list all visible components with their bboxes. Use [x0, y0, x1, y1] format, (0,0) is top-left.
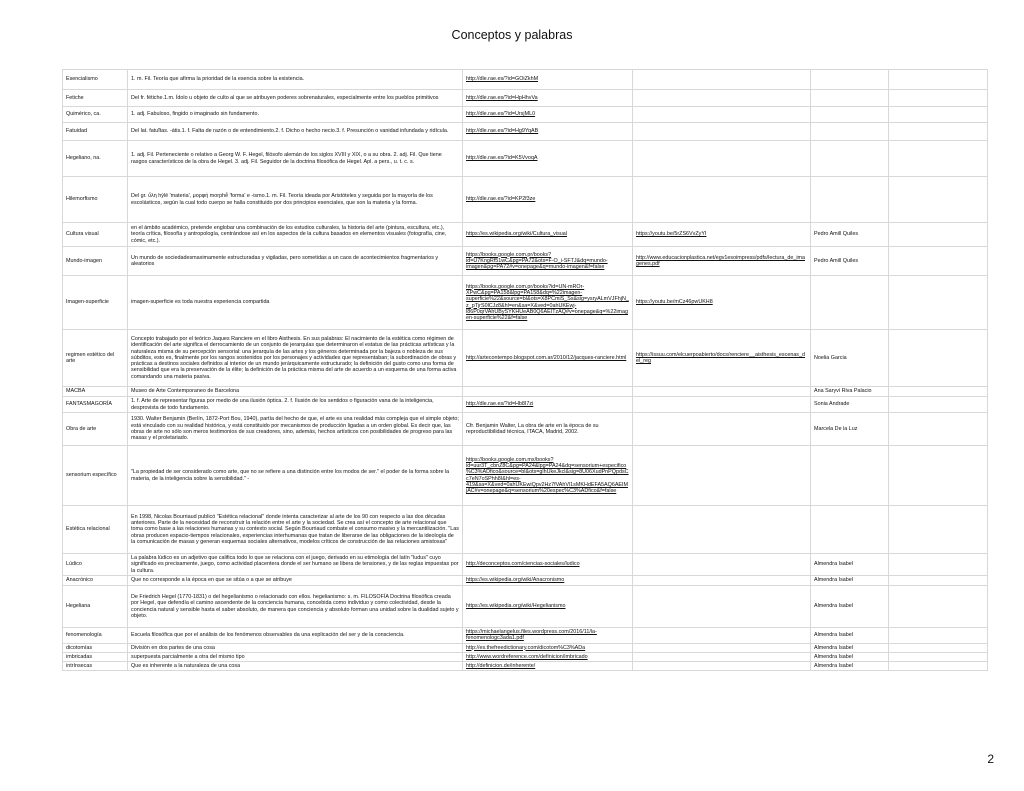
author-cell: Marcela De la Luz — [811, 413, 889, 446]
source-link-cell[interactable]: http://dle.rae.es/?id=Hb8I7zi — [463, 397, 633, 413]
table-row — [63, 90, 988, 107]
definition-cell: 1. adj. Fil. Perteneciente o relativo a Georg W. F. Hegel, filósofo alemán de los siglos XVIII y XIX, o a su obra. 2. adj. Fil. Que tiene rasgos característicos de la obra de Hegel. 3. adj. Fil. Seguidor de la doctrina filosófica de Hegel. Apl. a pers., u. t. c. s. — [128, 141, 463, 177]
definition-cell: Que es inherente a la naturaleza de una cosa — [128, 662, 463, 671]
table-row — [63, 177, 988, 223]
author-cell: Almendra Isabel — [811, 662, 889, 671]
empty-cell — [889, 223, 988, 247]
author-cell — [811, 141, 889, 177]
definition-cell: Un mundo de sociedadesmaximamente estructuradas y vigiladas, pero sometidas a un caos de acontecimientos fragmentarios y aleatorios — [128, 247, 463, 276]
source-link-cell[interactable]: http://dle.rae.es/?id=KP2f3ze — [463, 177, 633, 223]
definition-cell: 1. adj. Fabuloso, fingido o imaginado sin fundamento. — [128, 107, 463, 123]
secondary-link-cell — [633, 652, 811, 661]
secondary-link-cell — [633, 107, 811, 123]
source-link-cell[interactable]: https://es.wikipedia.org/wiki/Cultura_visual — [463, 223, 633, 247]
author-cell — [811, 177, 889, 223]
empty-cell — [889, 643, 988, 652]
source-link-cell[interactable]: http://www.wordreference.com/definicion/imbricado — [463, 652, 633, 661]
source-link-cell[interactable]: http://artecontempo.blogspot.com.ar/2010/12/jacques-ranciere.html — [463, 330, 633, 387]
source-link-cell[interactable]: http://deconceptos.com/ciencias-sociales/ludico — [463, 554, 633, 576]
definition-cell: Concepto trabajado por el teórico Jaques Ranciere en el libro Aisthesis. En sus palabras: El nacimiento de la estética como régimen de identificación del arte significa el derrocamiento de un conjunto de jerarquías que determinaron el estatus de las prácticas artísticas y la naturaleza misma de su percepción sensorial: una jerarquía de las artes y los géneros determinada por la bajeza o nobleza de sus súbditos, esto es, finalmente por los rangos sostenidos por los personajes y actividades que representaban; la subordinación de obras y prácticas a destinos sociales definidos al interior de un mundo jerárquicamente estructurado; la definición del gusto como una forma de sensibilidad que era la preservación de la élite; la definición de la práctica misma del arte de acuerdo a un esquema de una forma activa comandando una materia pasiva. — [128, 330, 463, 387]
secondary-link-cell — [633, 90, 811, 107]
definition-cell: De Friedrich Hegel (1770-1831) o del hegelianismo o relacionado con ellos. hegelianismo: s. m. FILOSOFÍA Doctrina filosófica creada por Hegel, que defendía el camino ascendente de la conciencia humana, concebida como individuo y como colectividad, desde la conciencia natural y sensible hasta el saber absoluto, de manera que conciencia y absoluto forman una unidad sobre la dualidad sujeto y objeto. — [128, 586, 463, 628]
source-link-cell[interactable]: http://es.thefreedictionary.com/dicotom%C3%ADa — [463, 643, 633, 652]
definition-cell: 1. m. Fil. Teoría que afirma la prioridad de la esencia sobre la existencia. — [128, 70, 463, 90]
term-cell: Esencialismo — [63, 70, 128, 90]
source-link-cell[interactable]: https://es.wikipedia.org/wiki/Anacronismo — [463, 576, 633, 586]
secondary-link-cell — [633, 576, 811, 586]
empty-cell — [889, 107, 988, 123]
secondary-link-cell — [633, 123, 811, 141]
table-row — [63, 643, 988, 652]
source-link-cell[interactable]: http://definicion.de/inherente/ — [463, 662, 633, 671]
definition-cell: En 1998, Nicolas Bourriaud publicó "Estética relacional" donde intenta caracterizar al arte de los 90 con respecto a las dos décadas anteriores. Parte de la necesidad de reconstruir la relación entre el arte y la sociedad. Se crea así el concepto de arte relacional que toma como base a las relaciones humanas y su contexto social. Según Bourriaud combate el consumo masivo y la mercantilización. "Las obras producen espacio-tiempos relacionales, experiencias interhumanas que tratan de liberarse de las obligaciones de la ideología de la comunicación de masas y generan esquemas sociales alternativos, modelos críticos de construcción de las relaciones amistosas" — [128, 506, 463, 554]
term-cell: intrínsecas — [63, 662, 128, 671]
empty-cell — [889, 70, 988, 90]
definition-cell: Escuela filosófica que por el análisis de los fenómenos observables da una explicación del ser y de la consciencia. — [128, 628, 463, 644]
empty-cell — [889, 177, 988, 223]
empty-cell — [889, 387, 988, 397]
term-cell: dicotomías — [63, 643, 128, 652]
secondary-link-cell — [633, 446, 811, 506]
table-row — [63, 652, 988, 661]
page-title: Conceptos y palabras — [451, 28, 573, 42]
source-link-cell — [463, 387, 633, 397]
term-cell: Hilemorfismo — [63, 177, 128, 223]
empty-cell — [889, 576, 988, 586]
term-cell: Lúdico — [63, 554, 128, 576]
table-row — [63, 576, 988, 586]
term-cell: Fatuidad — [63, 123, 128, 141]
author-cell — [811, 107, 889, 123]
term-cell: Hegeliana — [63, 586, 128, 628]
author-cell — [811, 123, 889, 141]
term-cell: Hegeliano, na. — [63, 141, 128, 177]
author-cell: Almendra Isabel — [811, 652, 889, 661]
secondary-link-cell[interactable]: https://youtu.be/5rZS6VvZyYI — [633, 223, 811, 247]
author-cell — [811, 506, 889, 554]
definition-cell: 1930. Walter Benjamin (Berlín, 1872-Port Bou, 1940), partía del hecho de que, el arte es una realidad más compleja que el simple objeto; está vinculado con su realidad histórica, y está constituido por mecanismos de producción ligadas a un orden global. Es decir que, las obras de arte no sólo son meros testimonios de sus creadores, sino, además, hechos artísticos con posibilidades de progreso para las masas y el proletariado. — [128, 413, 463, 446]
empty-cell — [889, 141, 988, 177]
term-cell: Mundo-imagen — [63, 247, 128, 276]
empty-cell — [889, 662, 988, 671]
secondary-link-cell — [633, 141, 811, 177]
table-row — [63, 141, 988, 177]
secondary-link-cell — [633, 387, 811, 397]
term-cell: fenomenología — [63, 628, 128, 644]
term-cell: Estética relacional — [63, 506, 128, 554]
definition-cell: División en dos partes de una cosa — [128, 643, 463, 652]
author-cell: Almendra Isabel — [811, 628, 889, 644]
term-cell: Imagen-superficie — [63, 276, 128, 330]
empty-cell — [889, 586, 988, 628]
empty-cell — [889, 413, 988, 446]
empty-cell — [889, 446, 988, 506]
secondary-link-cell[interactable]: https://issuu.com/elcuerpoabierto/docs/renciere__aisthesis_escenas_del_reg — [633, 330, 811, 387]
secondary-link-cell — [633, 586, 811, 628]
source-link-cell[interactable]: https://michaelangelus.files.wordpress.com/2016/11/la-fenomenologc3ada1.pdf — [463, 628, 633, 644]
secondary-link-cell — [633, 628, 811, 644]
definition-cell: en el ámbito académico, pretende englobar una combinación de los estudios culturales, la historia del arte (pintura, escultura, etc.), teoría crítica, filosofía y antropología, centrándose así en los aspectos de la cultura basados en elementos visuales (fotografía, cine, cómic, etc.). — [128, 223, 463, 247]
term-cell: Cultura visual — [63, 223, 128, 247]
secondary-link-cell — [633, 177, 811, 223]
table-row — [63, 397, 988, 413]
source-link-cell[interactable]: http://dle.rae.es/?id=HpHhvVa — [463, 90, 633, 107]
author-cell: Ana Saryvi Riva Palacio — [811, 387, 889, 397]
table-row — [63, 446, 988, 506]
author-cell — [811, 446, 889, 506]
definition-cell: Del gr. ὕλη hýlē 'materia', μορφή morphḗ 'forma' e -ismo.1. m. Fil. Teoría ideada por Aristóteles y seguida por la mayoría de los escolásticos, según la cual todo cuerpo se halla constituido por dos principios esenciales, que son la materia y la forma. — [128, 177, 463, 223]
author-cell — [811, 276, 889, 330]
term-cell: MACBA — [63, 387, 128, 397]
author-cell: Almendra Isabel — [811, 554, 889, 576]
empty-cell — [889, 652, 988, 661]
definition-cell: Del fr. fétiche.1.m. Ídolo u objeto de culto al que se atribuyen poderes sobrenaturales, especialmente entre los pueblos primitivos — [128, 90, 463, 107]
author-cell: Sonia Andrade — [811, 397, 889, 413]
source-link-cell: Cfr. Benjamin Walter, La obra de arte en la época de su reproductibilidad técnica, ITACA, Madrid, 2002. — [463, 413, 633, 446]
definition-cell: Que no corresponde a la época en que se sitúa o a que se atribuye — [128, 576, 463, 586]
author-cell: Almendra Isabel — [811, 643, 889, 652]
term-cell: FANTASMAGORÍA — [63, 397, 128, 413]
author-cell: Noelia Garcia — [811, 330, 889, 387]
table-row — [63, 554, 988, 576]
definition-cell: "La propiedad de ser considerado como arte, que no se refiere a una distinción entre los modos de ser." el poder de la forma sobre la materia, de la inteligencia sobre la sensibilidad." - — [128, 446, 463, 506]
empty-cell — [889, 330, 988, 387]
table-row — [63, 330, 988, 387]
empty-cell — [889, 123, 988, 141]
source-link-cell[interactable]: https://books.google.com.pr/books?id=U7KngRf51wC&pg=PA72&ots=F-O_i-SFTJ&dq=mundo-imagen&pg=PA72#v=onepage&q=mundo-imagen&f=false — [463, 247, 633, 276]
source-link-cell[interactable]: http://dle.rae.es/?id=Hg9YqAB — [463, 123, 633, 141]
definition-cell: 1. f. Arte de representar figuras por medio de una ilusión óptica. 2. f. Ilusión de los sentidos o figuración vana de la inteligencia, desprovista de todo fundamento. — [128, 397, 463, 413]
secondary-link-cell — [633, 554, 811, 576]
definition-cell: La palabra lúdico es un adjetivo que califica todo lo que se relaciona con el juego, derivado en su etimología del latín "ludus" cuyo significado es precisamente, juego, como actividad placentera donde el ser humano se libera de tensiones, y de las reglas impuestas por la cultura. — [128, 554, 463, 576]
table-row — [63, 107, 988, 123]
term-cell: Obra de arte — [63, 413, 128, 446]
source-link-cell[interactable]: https://es.wikipedia.org/wiki/Hegelianismo — [463, 586, 633, 628]
source-link-cell[interactable]: http://dle.rae.es/?id=K5VvoqA — [463, 141, 633, 177]
table-row — [63, 276, 988, 330]
source-link-cell[interactable]: https://books.google.com.mx/books?id=uur3T_cbnZ8C&pg=PA24&lpg=PA24&dq=sensorium+especifico%C3%ADfico&source=bl&ots=glhUkeJkcl&sig=8U06XudPnPQpdsCc7eN7oSPhh8I&hl=es-419&sa=X&ved=0ahUKEwiQpv2Hz7fVAhVl1sMKHdEFA5AQ6AEIMjAC#v=onepage&q=sensorium%20espec%C3%ADfico&f=false — [463, 446, 633, 506]
term-cell: regimen estético del arte — [63, 330, 128, 387]
definition-cell: imagen-superficie es toda nuestra experiencia compartida — [128, 276, 463, 330]
table-row — [63, 387, 988, 397]
secondary-link-cell — [633, 397, 811, 413]
source-link-cell[interactable]: https://books.google.com.pr/books?id=UN-mROr-XPwC&pg=PA158&lpg=PA158&dq=%22imagen-superficie%22&source=bl&ots=X8PCmiS_Ss&sig=ysryALmVJFhjN_z_pTjrS0lCJz8&hl=en&sa=X&ved=0ahUKEwj-l86P0qrVAhUBySYKHUeAB0Q6AEITzAQ#v=onepage&q=%22imagen-superficie%22&f=false — [463, 276, 633, 330]
table-row — [63, 70, 988, 90]
table-row — [63, 413, 988, 446]
secondary-link-cell — [633, 70, 811, 90]
empty-cell — [889, 506, 988, 554]
author-cell: Almendra Isabel — [811, 586, 889, 628]
secondary-link-cell — [633, 662, 811, 671]
author-cell: Almendra Isabel — [811, 576, 889, 586]
term-cell: Quimérico, ca. — [63, 107, 128, 123]
term-cell: Anacrónico — [63, 576, 128, 586]
table-row — [63, 506, 988, 554]
glossary-body — [63, 70, 988, 671]
definition-cell: Museo de Arte Contemporaneo de Barcelona — [128, 387, 463, 397]
author-cell: Pedro Amill Quiles — [811, 247, 889, 276]
empty-cell — [889, 247, 988, 276]
secondary-link-cell — [633, 506, 811, 554]
secondary-link-cell[interactable]: https://youtu.be/mCz46pwUKH8 — [633, 276, 811, 330]
empty-cell — [889, 90, 988, 107]
table-row — [63, 586, 988, 628]
table-row — [63, 123, 988, 141]
table-row — [63, 247, 988, 276]
author-cell: Pedro Amill Quiles — [811, 223, 889, 247]
empty-cell — [889, 397, 988, 413]
definition-cell: superpuesta parcialmente a otra del mismo tipo — [128, 652, 463, 661]
secondary-link-cell[interactable]: http://www.educacionplastica.net/egv1esoimpress/pdfs/lectura_de_imagenes.pdf — [633, 247, 811, 276]
glossary-table — [62, 69, 988, 671]
page-number: 2 — [987, 752, 994, 766]
secondary-link-cell — [633, 413, 811, 446]
term-cell: sensorium específico — [63, 446, 128, 506]
empty-cell — [889, 554, 988, 576]
source-link-cell[interactable]: http://dle.rae.es/?id=UrsjML0 — [463, 107, 633, 123]
table-row — [63, 662, 988, 671]
definition-cell: Del lat. fatuĭtas. -átis.1. f. Falta de razón o de entendimiento.2. f. Dicho o hecho necio.3. f. Presunción o vanidad infundada y ridícula. — [128, 123, 463, 141]
term-cell: imbricadas — [63, 652, 128, 661]
table-row — [63, 628, 988, 644]
empty-cell — [889, 276, 988, 330]
empty-cell — [889, 628, 988, 644]
secondary-link-cell — [633, 643, 811, 652]
author-cell — [811, 90, 889, 107]
source-link-cell — [463, 506, 633, 554]
author-cell — [811, 70, 889, 90]
source-link-cell[interactable]: http://dle.rae.es/?id=GOiZkhM — [463, 70, 633, 90]
table-row — [63, 223, 988, 247]
term-cell: Fetiche — [63, 90, 128, 107]
